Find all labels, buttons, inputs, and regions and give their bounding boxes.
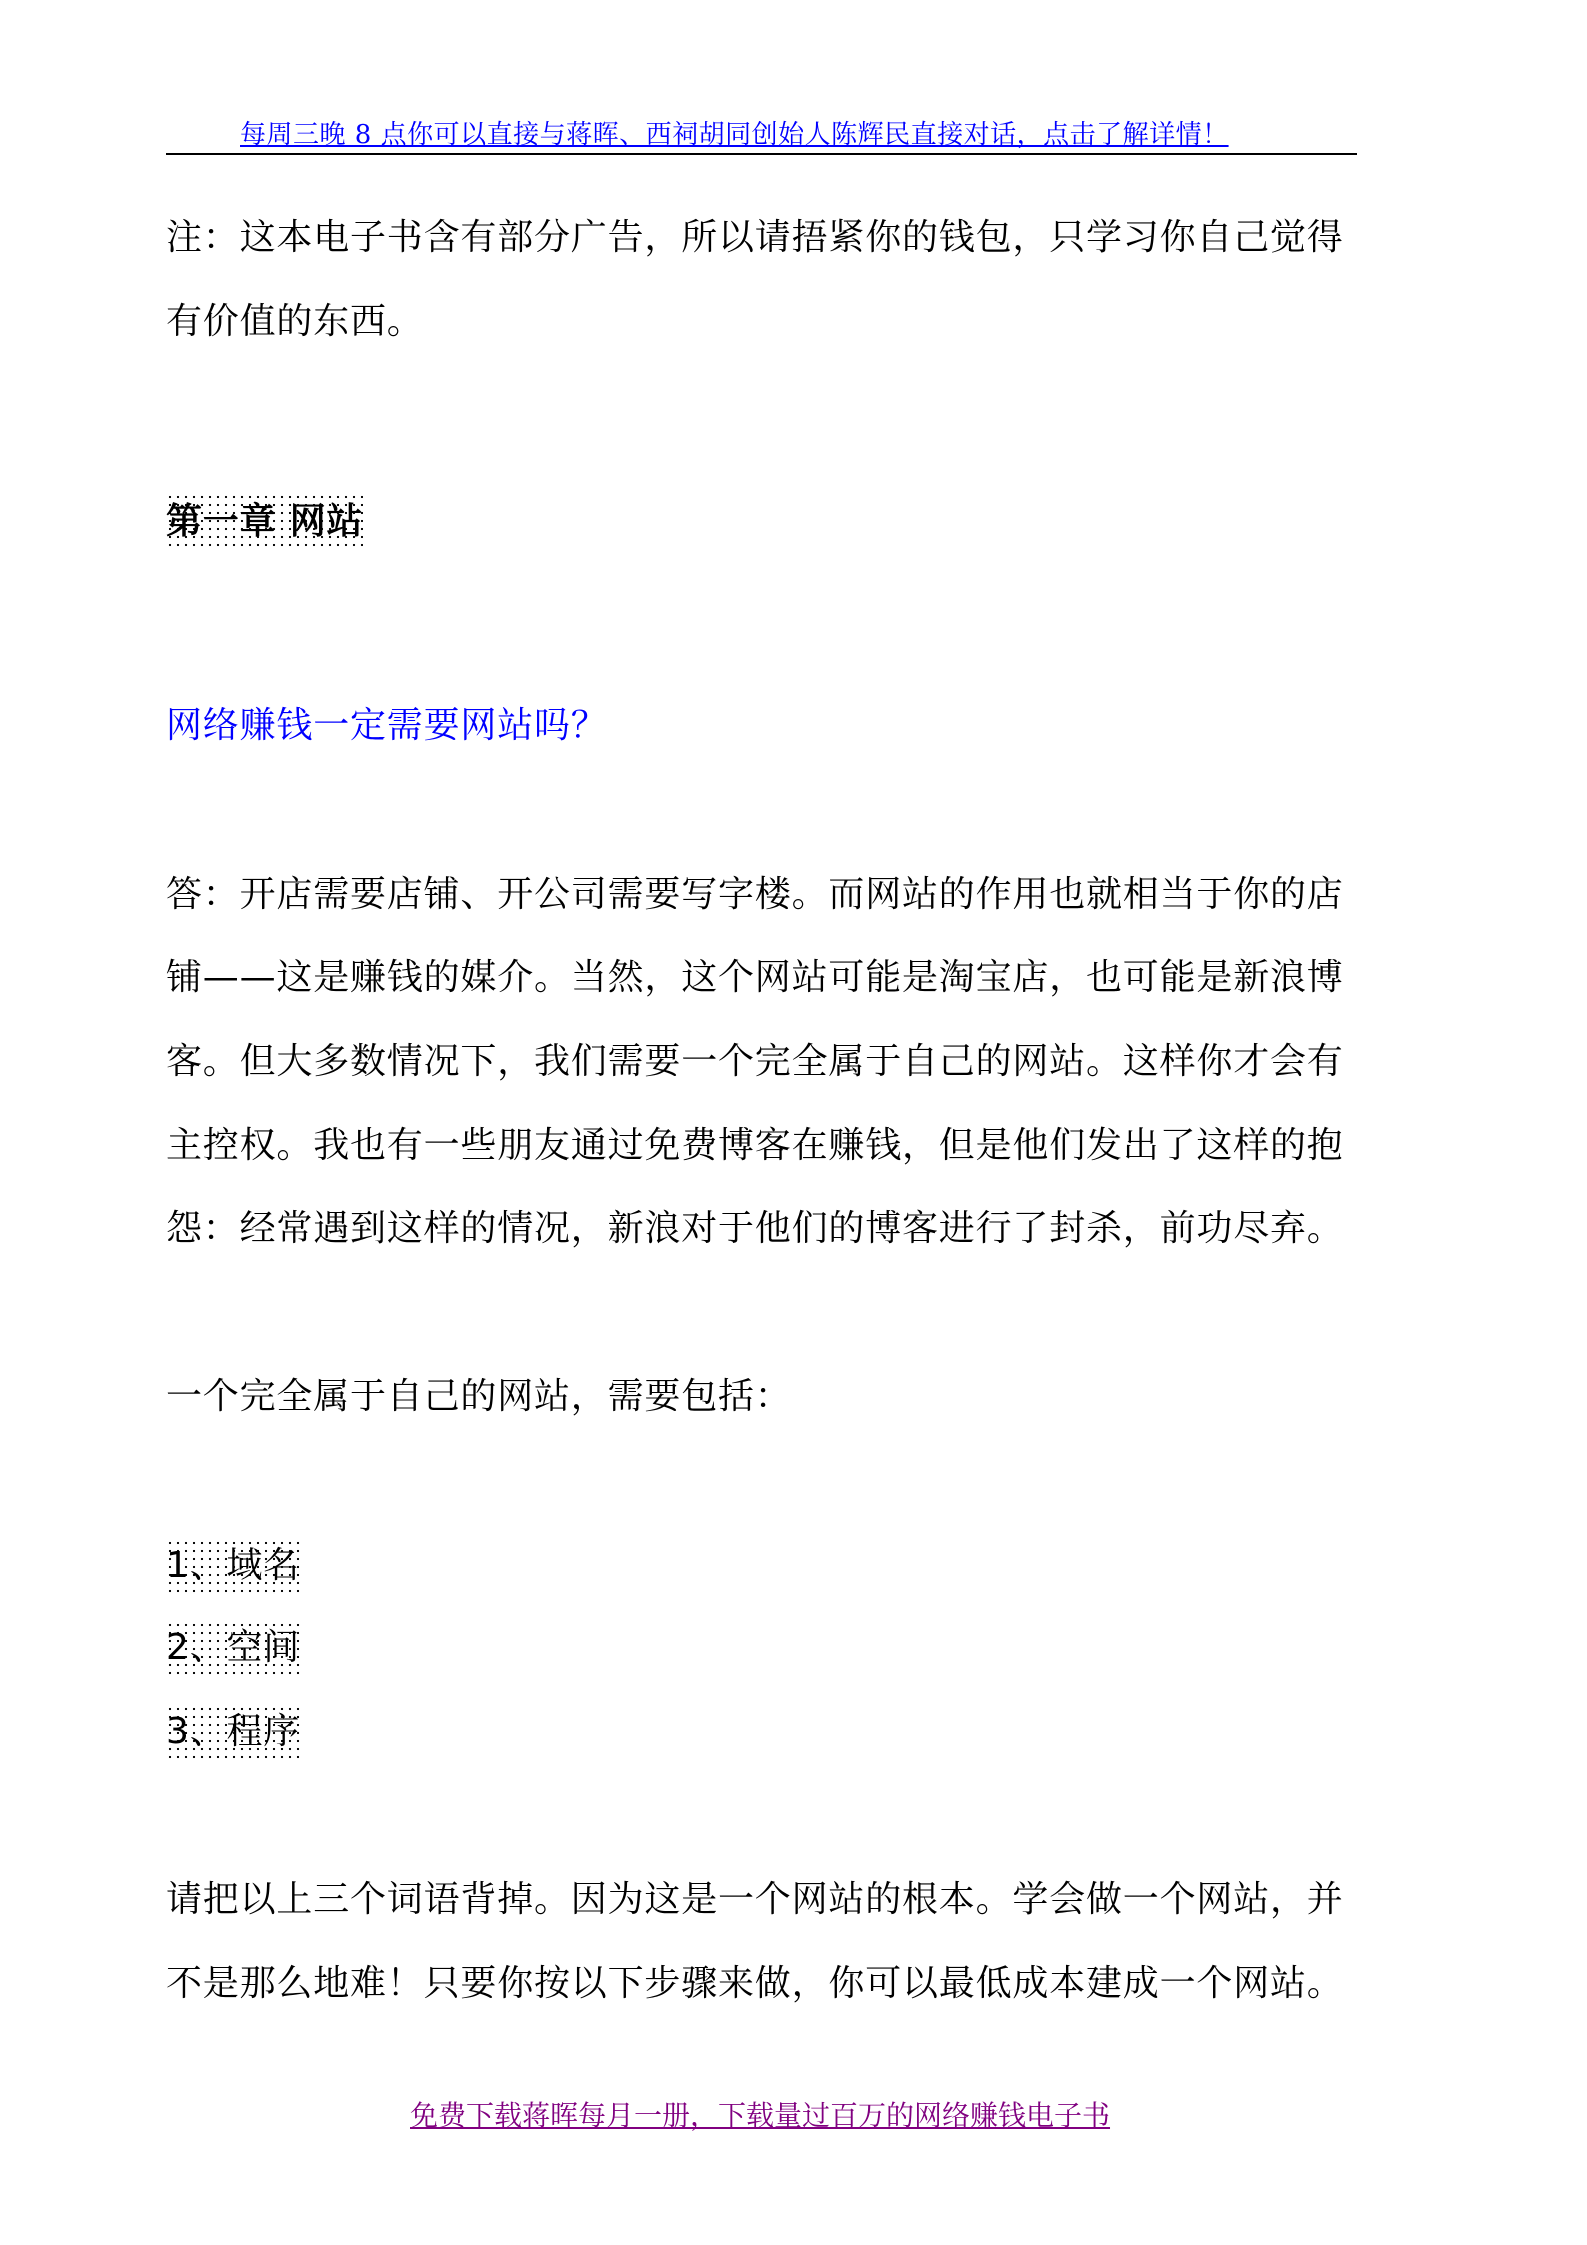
note-line-2: 有价值的东西。	[166, 301, 424, 342]
includes-intro: 一个完全属于自己的网站，需要包括：	[166, 1376, 792, 1417]
footer-download-link[interactable]: 免费下载蒋晖每月一册，下载量过百万的网络赚钱电子书	[410, 2099, 1111, 2132]
closing-line-2: 不是那么地难！只要你按以下步骤来做，你可以最低成本建成一个网站。	[166, 1963, 1344, 2004]
header-promo-link[interactable]: 每周三晚 8 点你可以直接与蒋晖、西祠胡同创始人陈辉民直接对话，点击了解详情！	[240, 120, 1229, 150]
list-item-domain: 1、域名	[166, 1539, 300, 1593]
note-line-1: 注：这本电子书含有部分广告，所以请捂紧你的钱包，只学习你自己觉得	[166, 217, 1344, 258]
header-divider	[166, 153, 1357, 155]
question-heading: 网络赚钱一定需要网站吗？	[166, 705, 608, 746]
list-item-hosting: 2、空间	[166, 1621, 300, 1675]
answer-line-4: 主控权。我也有一些朋友通过免费博客在赚钱，但是他们发出了这样的抱	[166, 1125, 1344, 1166]
answer-line-1: 答：开店需要店铺、开公司需要写字楼。而网站的作用也就相当于你的店	[166, 874, 1344, 915]
answer-line-3: 客。但大多数情况下，我们需要一个完全属于自己的网站。这样你才会有	[166, 1041, 1344, 1082]
chapter-heading: 第一章 网站	[166, 493, 363, 551]
list-item-program: 3、程序	[166, 1705, 300, 1759]
answer-line-2: 铺——这是赚钱的媒介。当然，这个网站可能是淘宝店，也可能是新浪博	[166, 957, 1344, 998]
closing-line-1: 请把以上三个词语背掉。因为这是一个网站的根本。学会做一个网站，并	[166, 1879, 1344, 1920]
answer-line-5: 怨：经常遇到这样的情况，新浪对于他们的博客进行了封杀，前功尽弃。	[166, 1208, 1344, 1249]
